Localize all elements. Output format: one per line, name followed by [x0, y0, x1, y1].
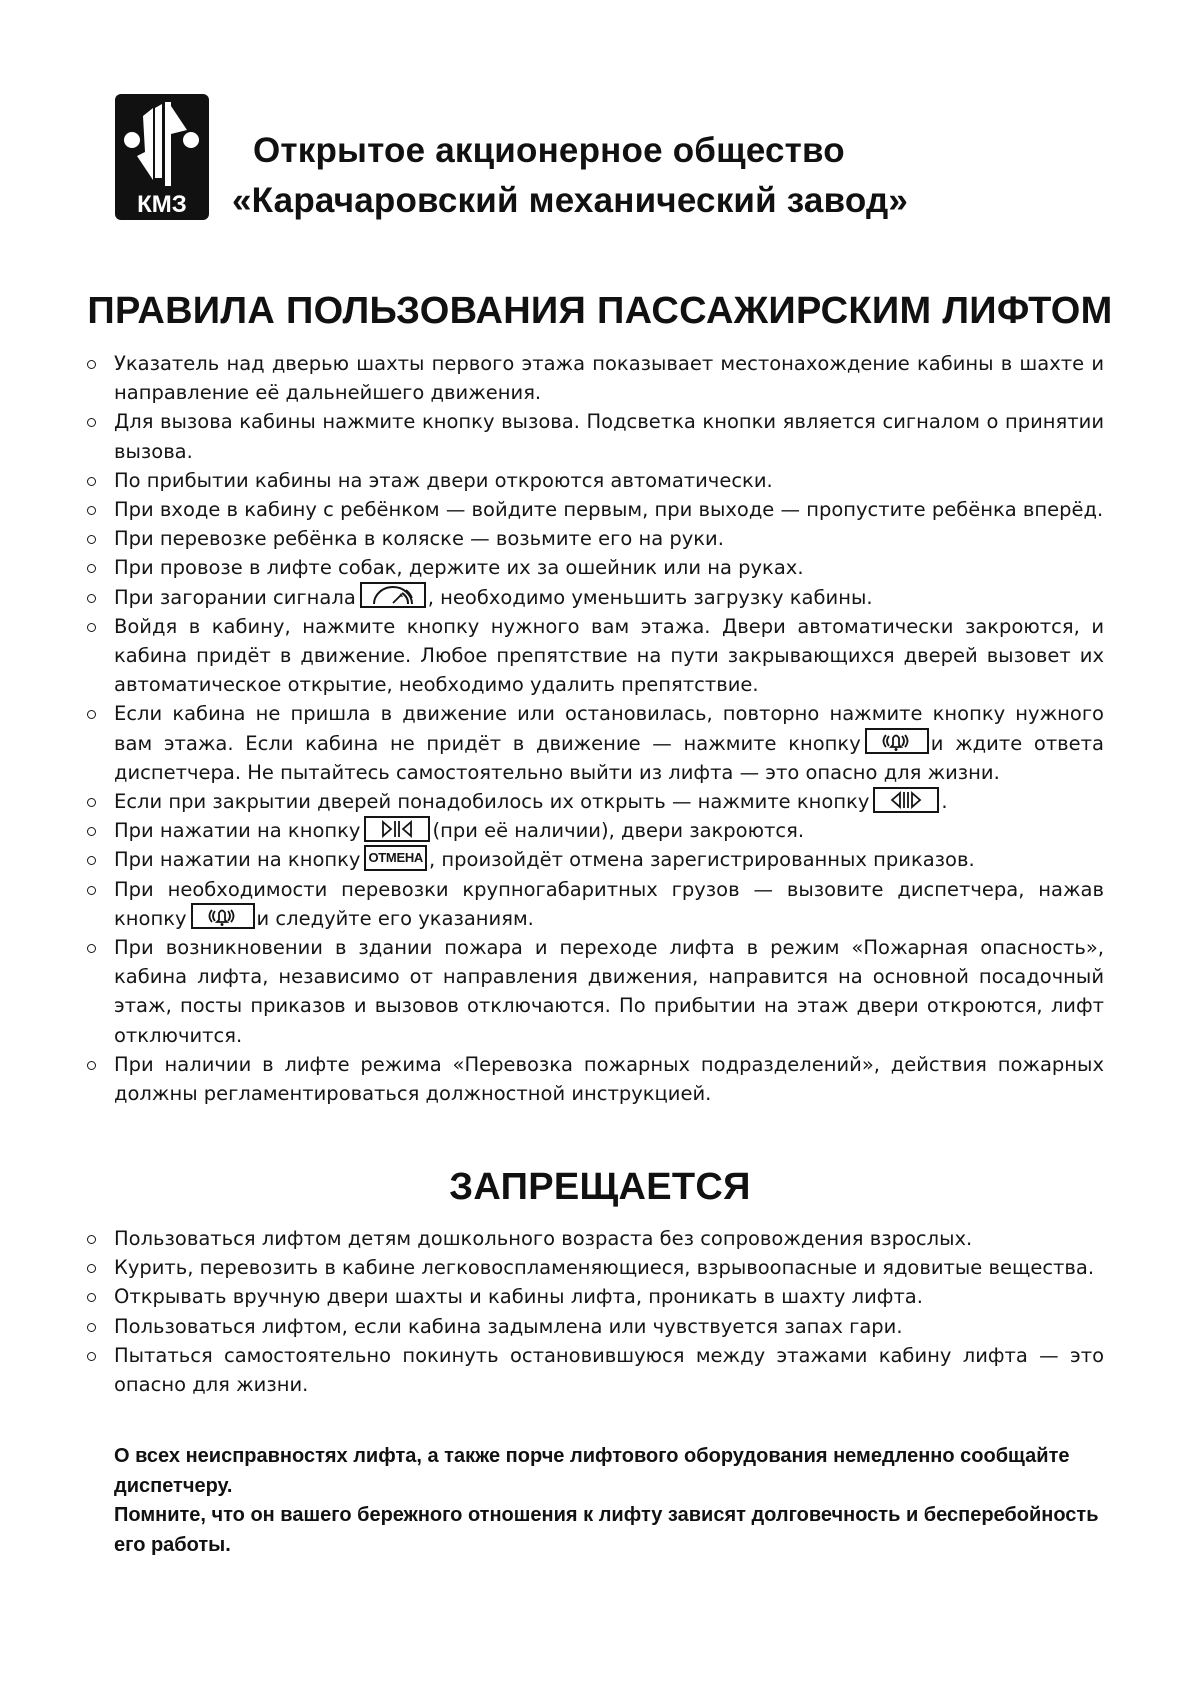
list-item: По прибытии кабины на этаж двери откроются автоматически.	[84, 466, 1104, 495]
list-item: При входе в кабину с ребёнком — войдите первым, при выходе — пропустите ребёнка вперёд.	[84, 495, 1104, 524]
kmz-logo	[115, 94, 209, 220]
list-item: Курить, перевозить в кабине легковоспламеняющиеся, взрывоопасные и ядовитые вещества.	[84, 1253, 1104, 1282]
bullet-icon	[87, 1352, 96, 1361]
list-item: Пытаться самостоятельно покинуть остановившуюся между этажами кабину лифта — это опасно для жизни.	[84, 1341, 1104, 1399]
footer-line-1: О всех неисправностях лифта, а также порче лифтового оборудования немедленно сообщайте диспетчеру.	[114, 1445, 1070, 1497]
bullet-icon	[87, 477, 96, 486]
bullet-icon	[87, 798, 96, 807]
bullet-icon	[87, 1061, 96, 1070]
bullet-icon	[87, 535, 96, 544]
bullet-icon	[87, 418, 96, 427]
list-item: При необходимости перевозки крупногабаритных грузов — вызовите диспетчера, нажав кнопку и следуйте его указаниям.	[84, 875, 1104, 933]
bullet-icon	[87, 594, 96, 603]
bullet-icon	[87, 886, 96, 895]
bullet-icon	[87, 1293, 96, 1302]
list-item: При возникновении в здании пожара и переходе лифта в режим «Пожарная опасность», кабина лифта, независимо от направления движения, направится на основной посадочный этаж, посты приказов и вызовов отключаются. По прибытии на этаж двери откроются, лифт отключится.	[84, 933, 1104, 1050]
rules-list	[84, 349, 1104, 1108]
bullet-icon	[87, 1323, 96, 1332]
list-item: Если при закрытии дверей понадобилось их открыть — нажмите кнопку .	[84, 787, 1104, 816]
bullet-icon	[87, 1235, 96, 1244]
bullet-icon	[87, 944, 96, 953]
bullet-icon	[87, 564, 96, 573]
list-item: При загорании сигнала , необходимо уменьшить загрузку кабины.	[84, 583, 1104, 612]
kmz-emblem-icon	[115, 94, 209, 220]
list-item: Пользоваться лифтом, если кабина задымлена или чувствуется запах гари.	[84, 1312, 1104, 1341]
forbidden-title: ЗАПРЕЩАЕТСЯ	[449, 1166, 751, 1208]
company-name	[232, 126, 908, 226]
door-close-icon	[364, 816, 430, 842]
list-item: При нажатии на кнопку ОТМЕНА , произойдёт отмена зарегистрированных приказов.	[84, 845, 1104, 874]
forbidden-list	[84, 1224, 1104, 1399]
bullet-icon	[87, 360, 96, 369]
overload-gauge-icon	[360, 582, 426, 608]
rules-title: ПРАВИЛА ПОЛЬЗОВАНИЯ ПАССАЖИРСКИМ ЛИФТОМ	[87, 290, 1113, 332]
list-item: Если кабина не пришла в движение или остановилась, повторно нажмите кнопку нужного вам этажа. Если кабина не придёт в движение — нажмите кнопку и ждите ответа диспетчера. Не пытайтесь самостоятельно выйти из лифта — это опасно для жизни.	[84, 699, 1104, 787]
door-open-icon	[873, 787, 939, 813]
cancel-button-label: ОТМЕНА	[364, 845, 427, 871]
list-item: Указатель над дверью шахты первого этажа показывает местонахождение кабины в шахте и направление её дальнейшего движения.	[84, 349, 1104, 407]
list-item: Войдя в кабину, нажмите кнопку нужного вам этажа. Двери автоматически закроются, и кабина придёт в движение. Любое препятствие на пути закрывающихся дверей вызовет их автоматическое открытие, необходимо удалить препятствие.	[84, 612, 1104, 700]
bell-call-icon	[865, 728, 929, 754]
bullet-icon	[87, 1264, 96, 1273]
company-line-2: «Карачаровский механический завод»	[232, 181, 909, 220]
bullet-icon	[87, 506, 96, 515]
list-item: При нажатии на кнопку (при её наличии), двери закроются.	[84, 816, 1104, 845]
bullet-icon	[87, 710, 96, 719]
list-item: Открывать вручную двери шахты и кабины лифта, проникать в шахту лифта.	[84, 1282, 1104, 1311]
company-line-1: Открытое акционерное общество	[253, 131, 845, 170]
bullet-icon	[87, 856, 96, 865]
bell-call-icon	[191, 903, 255, 929]
footer-line-2: Помните, что он вашего бережного отношения к лифту зависят долговечность и бесперебойность его работы.	[114, 1504, 1099, 1556]
bullet-icon	[87, 827, 96, 836]
list-item: Для вызова кабины нажмите кнопку вызова. Подсветка кнопки является сигналом о принятии вызова.	[84, 407, 1104, 465]
list-item: При провозе в лифте собак, держите их за ошейник или на руках.	[84, 553, 1104, 582]
list-item: При перевозке ребёнка в коляске — возьмите его на руки.	[84, 524, 1104, 553]
bullet-icon	[87, 623, 96, 632]
footer-note	[114, 1442, 1104, 1560]
list-item: При наличии в лифте режима «Перевозка пожарных подразделений», действия пожарных должны регламентироваться должностной инструкцией.	[84, 1050, 1104, 1108]
list-item: Пользоваться лифтом детям дошкольного возраста без сопровождения взрослых.	[84, 1224, 1104, 1253]
logo-text: КМЗ	[137, 191, 187, 218]
